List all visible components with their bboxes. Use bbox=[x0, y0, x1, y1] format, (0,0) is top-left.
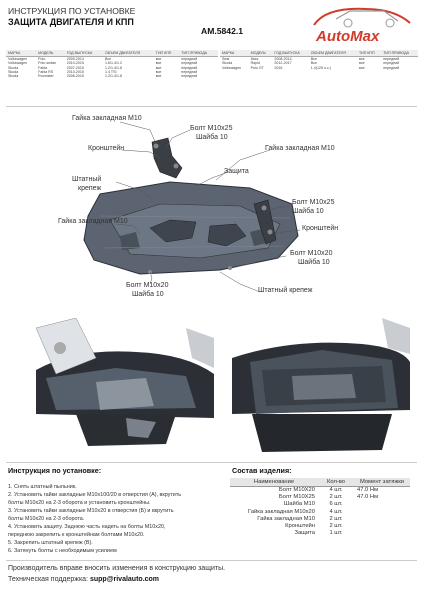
spec-col: ГОД ВЫПУСКА bbox=[272, 50, 308, 57]
spec-row: Seat Ibiza 2008-2014 Все все передний bbox=[222, 57, 400, 62]
footer-support bbox=[8, 576, 159, 583]
parts-row: Защита 1 шт. bbox=[294, 530, 343, 537]
spec-row: Skoda Roomster 2006-2015 1.2/1.4/1.6 все передний bbox=[8, 74, 198, 79]
instruction-step: болты М10х20 на 2-3 оборота. bbox=[8, 516, 85, 522]
divider bbox=[6, 462, 417, 463]
spec-col: ТИП ПРИВОДА bbox=[381, 50, 418, 57]
callout-bolt-top: Болт М10х25 bbox=[190, 125, 233, 132]
spec-col: ТИП КПП bbox=[154, 50, 180, 57]
automax-logo bbox=[306, 3, 418, 47]
instruction-step: 5. Закрепить штатный крепеж (В). bbox=[8, 540, 93, 546]
callout-washer-top: Шайба 10 bbox=[196, 134, 228, 141]
parts-row: Гайка закладная М10х20 4 шт. bbox=[247, 508, 343, 515]
support-email[interactable]: supp@rivalauto.com bbox=[89, 576, 160, 583]
spec-row: Volkswagen Polo GT 2016 1.4(125 л.с.) все передний bbox=[222, 65, 400, 70]
parts-col-torque: Момент затяжки bbox=[354, 478, 410, 487]
parts-row: Кронштейн 2 шт. bbox=[285, 523, 343, 530]
title-line-2: ЗАЩИТА ДВИГАТЕЛЯ И КПП bbox=[8, 17, 134, 27]
callout-oem-mount-bottom: Штатный крепеж bbox=[258, 287, 313, 294]
callout-guard: Защита bbox=[224, 168, 249, 175]
spec-table-left bbox=[6, 50, 218, 78]
instruction-step: переднюю закрепить к кронштейнам болтами М10х20. bbox=[8, 532, 145, 538]
callout-bolt-mid: Болт М10х25 bbox=[292, 199, 335, 206]
callout-washer-low-left: Шайба 10 bbox=[132, 291, 164, 298]
brand-text: AutoMax bbox=[316, 28, 380, 45]
parts-row: Болт М10Х20 4 шт. 47.0 Нм bbox=[278, 487, 379, 493]
spec-row: Volkswagen Polo sedan 2010-2015 1.6/1.4/1.2 все передний bbox=[8, 61, 198, 66]
callout-nut-top: Гайка закладная М10 bbox=[72, 115, 142, 122]
parts-table bbox=[230, 478, 410, 537]
spec-row: Skoda Rapid 2012-2017 Все все передний bbox=[222, 61, 400, 66]
spec-row: Skoda Fabia 2007-2015 1.2/1.4/1.6 все передний bbox=[8, 65, 198, 70]
parts-col-qty: Кол-во bbox=[318, 478, 354, 487]
spec-col: МАРКА bbox=[6, 50, 36, 57]
parts-row: Гайка закладная М10 2 шт. bbox=[257, 515, 343, 522]
title-line-1: ИНСТРУКЦИЯ ПО УСТАНОВКЕ bbox=[8, 6, 136, 16]
instruction-step: 3. Установить гайки закладные М10х20 в отверстия (Б) и вкрутить bbox=[8, 508, 174, 514]
spec-col: МАРКА bbox=[220, 50, 249, 57]
instruction-step: 2. Установить гайки закладные М10х100/20 в отверстия (А), вкрутить bbox=[8, 492, 182, 498]
spec-col: ТИП ПРИВОДА bbox=[179, 50, 218, 57]
spec-col: ОБЪЕМ ДВИГАТЕЛЯ bbox=[103, 50, 154, 57]
spec-table-right bbox=[220, 50, 418, 70]
parts-col-name: Наименование bbox=[230, 478, 318, 487]
callout-bolt-low-left: Болт М10х20 bbox=[126, 282, 169, 289]
footer-disclaimer: Производитель вправе вносить изменения в конструкцию защиты. bbox=[8, 565, 226, 572]
callout-washer-low-right: Шайба 10 bbox=[298, 259, 330, 266]
instruction-step: 4. Установить защиту. Заднюю часть надеть на болты М10х20, bbox=[8, 524, 166, 530]
callout-washer-mid: Шайба 10 bbox=[292, 208, 324, 215]
parts-heading: Состав изделия: bbox=[232, 466, 292, 475]
spec-row: Volkswagen Polo 2009-2014 Все все передний bbox=[8, 57, 198, 62]
spec-col: МОДЕЛЬ bbox=[36, 50, 65, 57]
parts-row: Шайба М10 6 шт. bbox=[283, 501, 343, 508]
instruction-step: 1. Снять штатный пыльник. bbox=[8, 484, 77, 490]
callout-oem-mount-1: Штатный bbox=[72, 176, 102, 183]
instructions-heading: Инструкция по установке: bbox=[8, 466, 102, 475]
spec-row: Skoda Fabia RS 2010-2015 1.4 TSI все передний bbox=[8, 69, 198, 74]
support-label: Техническая поддержка: bbox=[8, 576, 89, 583]
callout-bracket-left: Кронштейн bbox=[88, 145, 125, 152]
parts-row: Болт М10Х25 2 шт. 47.0 Нм bbox=[278, 494, 379, 501]
divider bbox=[6, 560, 417, 561]
spec-col: ТИП КПП bbox=[357, 50, 381, 57]
callout-nut-right: Гайка закладная М10 bbox=[265, 145, 335, 152]
spec-col: МОДЕЛЬ bbox=[249, 50, 273, 57]
callout-nut-left: Гайка закладная М10 bbox=[58, 218, 128, 225]
callout-bolt-low-right: Болт М10х20 bbox=[290, 250, 333, 257]
article-number: AM.5842.1 bbox=[201, 26, 244, 36]
spec-col: ГОД ВЫПУСКА bbox=[65, 50, 103, 57]
spec-col: ОБЪЕМ ДВИГАТЕЛЯ bbox=[309, 50, 357, 57]
callout-oem-mount-2: крепеж bbox=[78, 185, 102, 192]
instruction-step: болты М10х20 на 2-3 оборота и установить кронштейны. bbox=[8, 500, 151, 506]
instruction-step: 6. Затянуть болты с необходимым усилием bbox=[8, 548, 117, 554]
installed-photo-left bbox=[36, 318, 214, 458]
divider bbox=[6, 106, 417, 107]
installed-photo-right bbox=[232, 318, 410, 458]
callout-bracket-right: Кронштейн bbox=[302, 225, 339, 232]
